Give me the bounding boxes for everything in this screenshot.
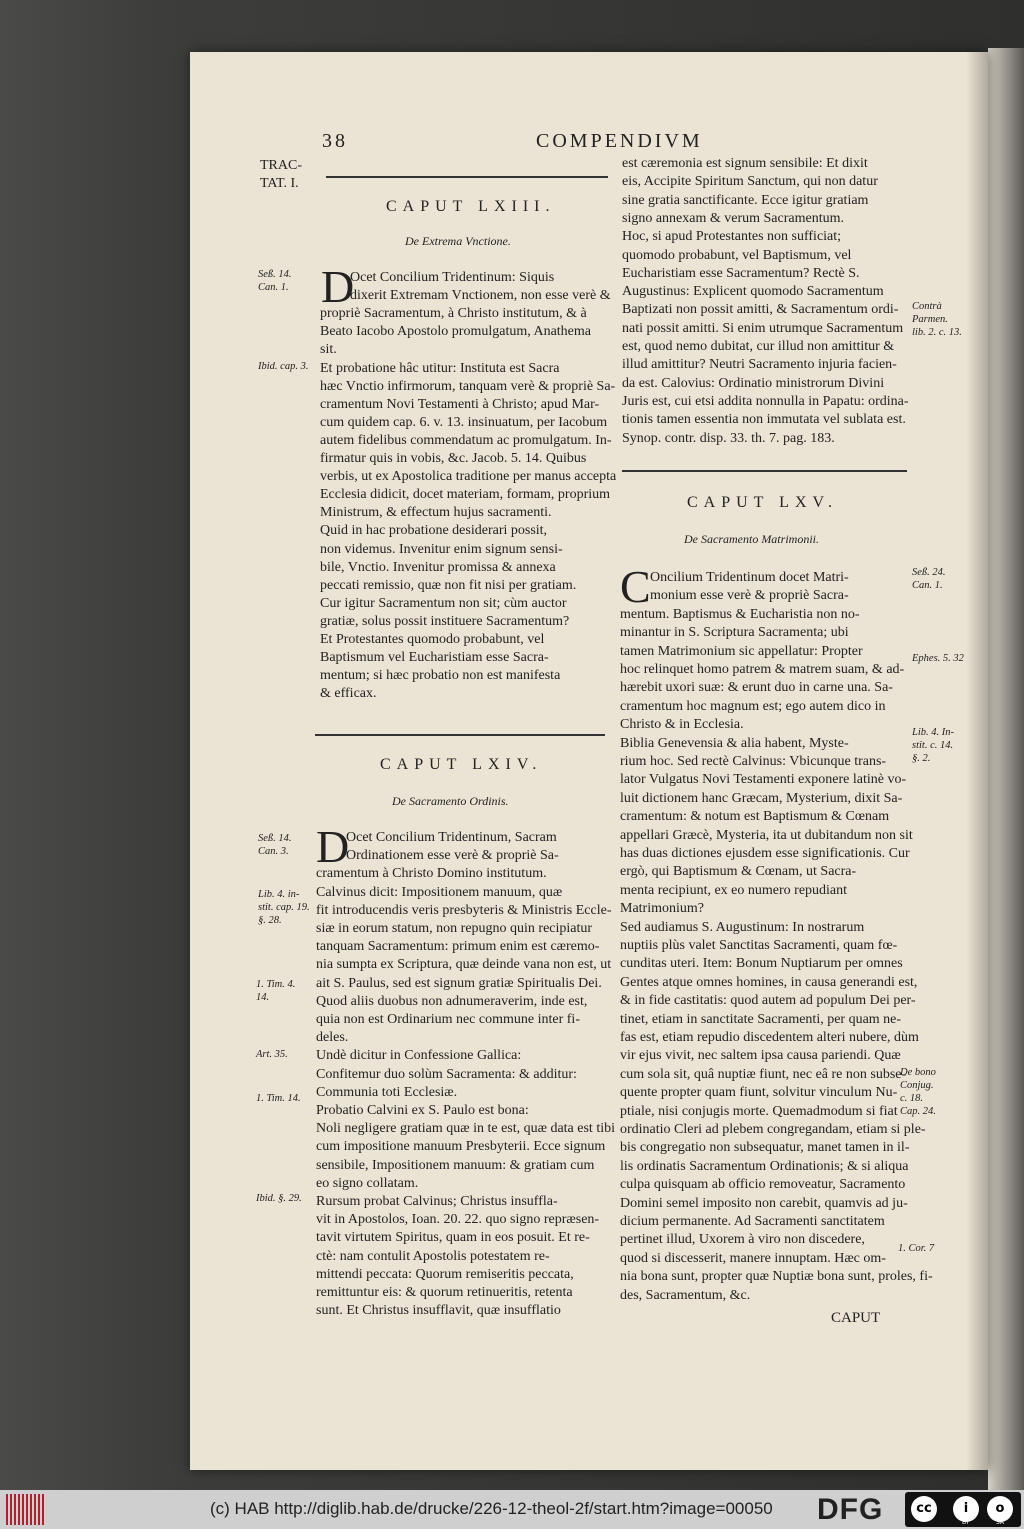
text-line: ctè: nam contulit Apostolis potestatem re-	[316, 1248, 550, 1264]
text-line: mentum; si hæc probatio non est manifesta	[320, 668, 561, 684]
text-line: tionis tamen essentia non immutata vel sublata est.	[622, 412, 906, 428]
hab-logo	[6, 1494, 44, 1525]
chapter-65-subtitle: De Sacramento Matrimonii.	[684, 532, 819, 546]
chapter-64-subtitle: De Sacramento Ordinis.	[392, 794, 509, 808]
margin-note: Lib. 4. in- stit. cap. 19. §. 28.	[258, 889, 310, 926]
text-line: hoc relinquet homo patrem & matrem suam, & ad-	[620, 662, 905, 677]
chapter-divider-64	[315, 734, 605, 736]
margin-note: 1. Tim. 4. 14.	[256, 979, 296, 1003]
text-line: bis congregatio non subsequatur, manet tamen in il-	[620, 1140, 910, 1156]
text-line: minantur in S. Scriptura Sacramenta; ubi	[620, 625, 849, 641]
text-line: ptiale, nisi conjugis morte. Quemadmodum si fiat	[620, 1103, 898, 1119]
running-title: COMPENDIVM	[536, 130, 703, 152]
text-line: cramentum: & notum est Baptismum & Cœnam	[620, 809, 890, 825]
text-line: Augustinus: Explicent quomodo Sacramentum	[622, 284, 884, 300]
margin-note: Ibid. §. 29.	[256, 1193, 302, 1204]
text-line: siæ in eorum statum, non repugno quin recipiatur	[316, 921, 593, 936]
text-line: has duas dictiones ejusdem esse significationis. Cur	[620, 846, 910, 861]
text-line: deles.	[316, 1030, 349, 1046]
margin-note: Seß. 24. Can. 1.	[912, 567, 946, 591]
text-line: Et Protestantes quomodo probabunt, vel	[320, 632, 545, 647]
text-line: luit dictionem hanc Græcam, Mysterium, dixit Sa-	[620, 790, 903, 806]
text-line: bile, Vnctio. Invenitur promissa & annexa	[320, 559, 556, 575]
book-page	[190, 52, 988, 1470]
text-line: monium esse verè & propriè Sacra-	[650, 588, 849, 604]
chapter-63-subtitle: De Extrema Vnctione.	[405, 234, 511, 248]
catchword: CAPUT	[831, 1310, 881, 1326]
text-line: des, Sacramentum, &c.	[620, 1287, 751, 1303]
text-line: quod si discesserit, manere innuptam. Hæc om-	[620, 1250, 886, 1266]
margin-note: Seß. 14. Can. 3.	[258, 833, 292, 857]
by-label: BY	[962, 1519, 970, 1526]
margin-note: Ephes. 5. 32	[912, 653, 964, 664]
text-line: autem fidelibus commendatum ac promulgatum. In-	[320, 432, 612, 448]
header-rule	[326, 176, 608, 178]
chapter-63-title: CAPUT LXIII.	[386, 198, 556, 215]
text-line: non videmus. Invenitur enim signum sensi-	[320, 541, 563, 557]
text-line: & efficax.	[320, 686, 377, 702]
text-line: Beato Iacobo Apostolo promulgatum, Anathema	[320, 324, 592, 340]
text-line: est, quod nemo dubitat, cur illud non amittitur &	[622, 339, 895, 354]
text-line: fit introducendis veris presbyteris & Ministris Eccle-	[316, 902, 612, 918]
text-line: rium hoc. Sed rectè Calvinus: Vbicunque trans-	[620, 754, 887, 769]
text-line: hæc Vnctio infirmorum, tanquam verè & propriè Sa-	[320, 378, 616, 394]
text-line: remittuntur eis: & quorum retinueritis, retenta	[316, 1285, 573, 1300]
text-line: nia bona sunt, propter quæ Nuptiæ bona sunt, proles, fi-	[620, 1269, 933, 1285]
text-line: cum impositione manuum Presbyterii. Ecce signum	[316, 1139, 606, 1155]
text-line: Et probatione hâc utitur: Instituta est Sacra	[320, 360, 560, 376]
text-line: Gentes atque omnes homines, in causa generandi est,	[620, 974, 918, 990]
text-line: propriè Sacramentum, à Christo institutum, & à	[320, 306, 587, 322]
text-line: cramentum hoc magnum est; ego autem dico in	[620, 698, 886, 714]
text-line: tanquam Sacramentum: primum enim est cæremo-	[316, 939, 600, 955]
sa-label: SA	[996, 1519, 1005, 1526]
text-line: sensibile, Impositionem manuum: & gratiam cum	[316, 1157, 595, 1173]
text-line: gratiæ, solus possit instituere Sacramentum?	[320, 613, 570, 629]
text-line: Christo & in Ecclesia.	[620, 717, 744, 733]
text-line: Sed audiamus S. Augustinum: In nostrarum	[620, 919, 865, 935]
text-line: Domini semel imposito non carebit, quamvis ad ju-	[620, 1195, 908, 1211]
text-line: Calvinus dicit: Impositionem manuum, quæ	[316, 884, 563, 900]
text-line: pertinet illud, Uxorem à viro non discedere,	[620, 1232, 865, 1248]
margin-note: Contrà Parmen. lib. 2. c. 13.	[912, 301, 962, 338]
text-line: mentum. Baptismus & Eucharistia non no-	[620, 606, 860, 622]
text-line: cunditas uteri. Item: Bonum Nuptiarum per omnes	[620, 956, 903, 972]
text-line: verbis, ut ex Apostolica traditione per manus accepta	[320, 469, 617, 485]
text-line: est cæremonia est signum sensibile: Et dixit	[622, 156, 868, 171]
text-line: da est. Calovius: Ordinatio ministrorum Divini	[622, 375, 885, 391]
text-line: cum sola sit, quâ nuptiæ fiunt, nec eâ re non subse-	[620, 1066, 907, 1082]
text-line: vit in Apostolos, Ioan. 20. 22. quo signo repræsen-	[316, 1212, 600, 1228]
margin-note: Lib. 4. In- stit. c. 14. §. 2.	[912, 727, 954, 764]
text-line: cramentum Novi Testamenti à Christo; apud Mar-	[320, 396, 600, 412]
text-line: quomodo probabunt, vel Baptismum, vel	[622, 247, 852, 263]
text-line: signo annexam & verum Sacramentum.	[622, 210, 844, 226]
text-line: tamen Matrimonium sic appellatur: Propter	[620, 643, 863, 659]
text-line: cum quidem cap. 6. v. 13. insinuatum, per Iacobum	[320, 414, 608, 430]
viewer-footer	[0, 1490, 1024, 1529]
margin-note: Seß. 14. Can. 1.	[258, 269, 292, 293]
dropcap-64: D	[316, 821, 350, 872]
text-line: Eucharistiam esse Sacramentum? Rectè S.	[622, 265, 860, 281]
text-line: illud amittitur? Neutri Sacramento injuria facien-	[622, 357, 897, 373]
text-line: Confitemur duo solùm Sacramenta: & additur:	[316, 1066, 577, 1082]
text-line: Noli negligere gratiam quæ in te est, quæ data est tibi	[316, 1121, 615, 1137]
text-line: vir ejus vivit, nec saltem ipsa causa pariendi. Quæ	[620, 1048, 901, 1064]
text-line: sine gratia sanctificante. Ecce igitur gratiam	[622, 192, 869, 208]
text-line: Rursum probat Calvinus; Christus insuffla-	[316, 1194, 558, 1209]
text-line: Baptismum vel Eucharistiam esse Sacra-	[320, 650, 549, 666]
text-line: sit.	[320, 342, 337, 358]
margin-note: 1. Tim. 14.	[256, 1093, 301, 1104]
text-line: Biblia Genevensia & alia habent, Myste-	[620, 735, 849, 751]
text-line: peccati remissio, quæ non fit nisi per gratiam.	[320, 577, 577, 593]
tract-label-2: TAT. I.	[260, 176, 299, 191]
text-line: tavit virtutem Spiritus, quam in eos posuit. Et re-	[316, 1230, 590, 1246]
text-line: Cur igitur Sacramentum non sit; cùm auctor	[320, 595, 567, 611]
text-line: quente propter quam fiunt, solvitur vinculum Nu-	[620, 1085, 898, 1101]
text-line: Matrimonium?	[620, 901, 704, 917]
text-line: quia non est Ordinarium nec commune inter fi-	[316, 1012, 580, 1027]
text-line: ait S. Paulus, sed est signum gratiæ Spiritualis Dei.	[316, 975, 602, 991]
tract-label-1: TRAC-	[260, 158, 302, 173]
text-line: dixerit Extremam Vnctionem, non esse verè &	[350, 288, 611, 304]
text-line: Ocet Concilium Tridentinum, Sacram	[346, 830, 557, 845]
text-line: ordinatio Cleri ad plebem congregandam, etiam si ple-	[620, 1122, 926, 1137]
text-line: cramentum à Christo Domino institutum.	[316, 866, 547, 882]
text-line: nati possit amitti. Si enim utrumque Sacramentum	[622, 320, 904, 336]
text-line: lator Vulgatus Novi Testamenti exponere latinè vo-	[620, 772, 907, 788]
text-line: lis ordinatis Sacramentum Ordinationis; & si aliqua	[620, 1158, 909, 1174]
text-line: ergò, qui Baptismum & Cœnam, ut Sacra-	[620, 864, 857, 880]
text-line: Ministrum, & effectum hujus sacramenti.	[320, 505, 552, 521]
text-line: nuptiis plùs valet Sanctitas Sacramenti, quam fœ-	[620, 938, 898, 953]
by-icon: i	[953, 1496, 979, 1522]
margin-note: Art. 35.	[256, 1049, 288, 1060]
text-line: menta recipiunt, ex eo numero repudiant	[620, 882, 848, 898]
dropcap-65: C	[620, 561, 651, 612]
text-line: firmatur quis in vobis, &c. Jacob. 5. 14. Quibus	[320, 451, 587, 466]
text-line: Ecclesia didicit, docet materiam, formam, proprium	[320, 487, 611, 503]
text-line: Synop. contr. disp. 33. th. 7. pag. 183.	[622, 430, 835, 446]
margin-note: Ibid. cap. 3.	[258, 361, 309, 372]
text-line: & in fide castitatis: quod autem ad populum Dei per-	[620, 993, 916, 1009]
dfg-logo: DFG	[817, 1493, 884, 1526]
cc-icon: cc	[911, 1496, 937, 1522]
text-line: Baptizati non possit amitti, & Sacramentum ordi-	[622, 302, 899, 318]
chapter-65-title: CAPUT LXV.	[687, 494, 838, 511]
text-line: Quod aliis duobus non adnumeraverim, inde est,	[316, 993, 588, 1009]
copyright-link[interactable]: (c) HAB http://diglib.hab.de/drucke/226-12-theol-2f/start.htm?image=00050	[210, 1499, 773, 1518]
text-line: Hoc, si apud Protestantes non sufficiat;	[622, 229, 842, 245]
text-line: eis, Accipite Spiritum Sanctum, qui non datur	[622, 174, 878, 190]
text-line: mittendi peccata: Quorum remiseritis peccata,	[316, 1266, 574, 1282]
text-line: tinet, etiam in sanctitate Sacramenti, per quam ne-	[620, 1011, 902, 1027]
text-line: eo signo collatam.	[316, 1175, 419, 1191]
text-line: Ocet Concilium Tridentinum: Siquis	[350, 270, 555, 285]
text-line: Undè dicitur in Confessione Gallica:	[316, 1048, 522, 1064]
text-line: nia sumpta ex Scriptura, quæ deinde vana non est, ut	[316, 957, 612, 973]
text-line: Oncilium Tridentinum docet Matri-	[650, 570, 849, 585]
text-line: hærebit uxori suæ: & erunt duo in carne una. Sa-	[620, 680, 893, 696]
text-line: fas est, etiam repudio discedentem alteri nubere, dùm	[620, 1030, 919, 1045]
text-line: sunt. Et Christus insufflavit, quæ insufflatio	[316, 1303, 561, 1319]
chapter-64-title: CAPUT LXIV.	[380, 756, 543, 773]
text-line: appellari Græcè, Mysteria, ita ut dubitandum non sit	[620, 827, 913, 843]
cc-license-badge[interactable]	[905, 1492, 1021, 1527]
text-line: Ordinationem esse verè & propriè Sa-	[346, 848, 559, 864]
margin-note: De bono Conjug. c. 18. Cap. 24.	[900, 1067, 936, 1117]
margin-note: 1. Cor. 7	[898, 1243, 935, 1254]
sa-icon: o	[987, 1496, 1013, 1522]
text-line: Communia toti Ecclesiæ.	[316, 1084, 458, 1100]
page-number: 38	[322, 130, 348, 152]
text-line: culpa quisquam ab officio removeatur, Sacramento	[620, 1177, 906, 1193]
chapter-divider-65	[622, 470, 907, 472]
text-line: dicium permanente. Ad Sacramenti sanctitatem	[620, 1214, 885, 1229]
text-line: Quid in hac probatione desiderari possit,	[320, 523, 548, 539]
text-line: Probatio Calvini ex S. Paulo est bona:	[316, 1103, 529, 1118]
dropcap-63: D	[321, 261, 355, 312]
text-line: Juris est, cui etsi addita nonnulla in Papatu: ordina-	[622, 393, 909, 409]
page-edge	[988, 48, 1024, 1490]
